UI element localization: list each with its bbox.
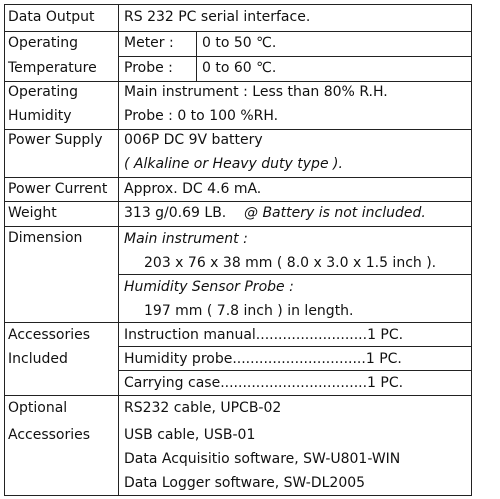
row-value: Main instrument : Less than 80% R.H. [124,84,388,100]
row-divider [4,201,472,202]
table-border-right [471,4,472,496]
table-border-top [4,4,472,5]
row-value: 006P DC 9V battery [124,132,263,148]
row-label: Included [8,351,68,367]
row-label: Temperature [8,60,97,76]
list-item: Humidity probe..............................1 PC. [124,351,402,367]
row-label: Accessories [8,427,91,443]
dimension-probe-heading: Humidity Sensor Probe : [124,279,294,295]
dimension-main-heading: Main instrument : [124,231,248,247]
row-value: Approx. DC 4.6 mA. [124,181,262,197]
row-label: Humidity [8,108,72,124]
row-divider [4,177,472,178]
row-label: Accessories [8,327,91,343]
row-label: Dimension [8,230,83,246]
weight-note: @ Battery is not included. [244,205,426,221]
row-label: Operating [8,84,78,100]
meter-label: Meter : [124,35,174,51]
list-item: Data Logger software, SW-DL2005 [124,475,366,491]
list-item: Instruction manual.........................1 PC. [124,327,404,343]
row-divider [4,31,472,32]
row-value: 313 g/0.69 LB. [124,205,227,221]
row-value: Probe : 0 to 100 %RH. [124,108,279,124]
row-divider [118,274,472,275]
probe-value: 0 to 60 ℃. [202,60,277,76]
row-divider [118,370,472,371]
row-label: Power Current [8,181,108,197]
row-divider [4,81,472,82]
list-item: USB cable, USB-01 [124,427,256,443]
row-divider [4,322,472,323]
probe-label: Probe : [124,60,173,76]
row-divider [4,395,472,396]
temperature-inner-divider [196,32,197,82]
row-divider [4,226,472,227]
row-value: RS 232 PC serial interface. [124,9,311,25]
row-divider [118,56,472,57]
dimension-main-value: 203 x 76 x 38 mm ( 8.0 x 3.0 x 1.5 inch ). [144,255,437,271]
list-item: RS232 cable, UPCB-02 [124,400,282,416]
dimension-probe-value: 197 mm ( 7.8 inch ) in length. [144,303,354,319]
row-label: Power Supply [8,132,103,148]
row-value: ( Alkaline or Heavy duty type ). [124,156,343,172]
row-label: Weight [8,205,57,221]
list-item: Data Acquisitio software, SW-U801-WIN [124,451,401,467]
row-divider [118,346,472,347]
column-divider [118,4,119,496]
row-label: Operating [8,35,78,51]
table-border-bottom [4,495,472,496]
list-item: Carrying case.................................1 PC. [124,375,404,391]
row-label: Optional [8,400,68,416]
table-border-left [4,4,5,496]
meter-value: 0 to 50 ℃. [202,35,277,51]
row-divider [4,129,472,130]
row-label: Data Output [8,9,95,25]
